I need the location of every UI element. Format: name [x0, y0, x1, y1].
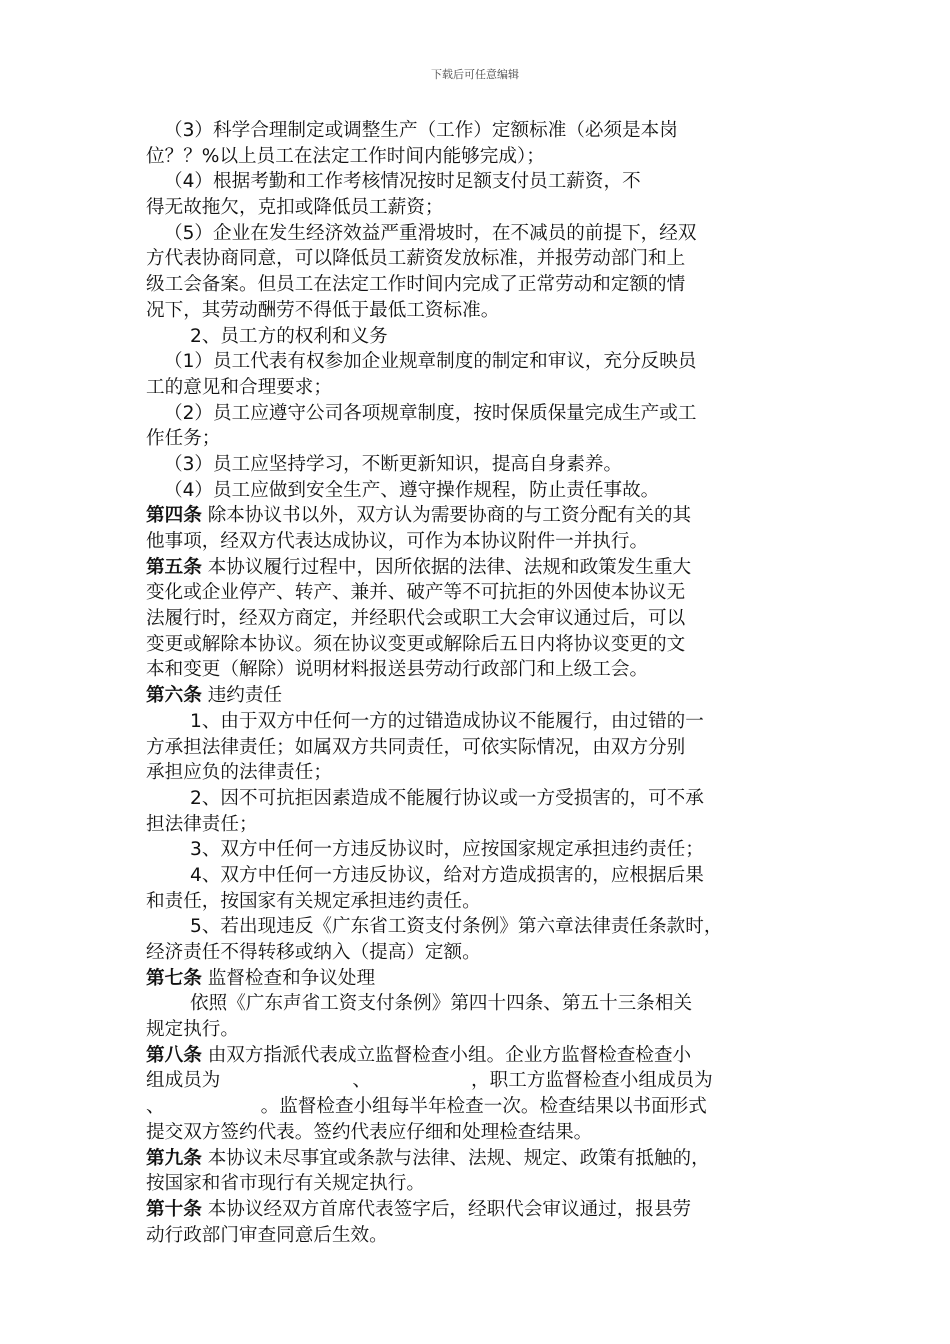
article-text: 由双方指派代表成立监督检查小组。企业方监督检查检查小: [201, 1044, 692, 1066]
paragraph-line: （5）企业在发生经济效益严重滑坡时，在不减员的前提下，经双: [164, 222, 697, 244]
paragraph-line: 本和变更（解除）说明材料报送县劳动行政部门和上级工会。: [146, 659, 649, 681]
paragraph-line: （3）科学合理制定或调整生产（工作）定额标准（必须是本岗: [164, 120, 678, 141]
paragraph-line: 规定执行。: [146, 1019, 239, 1041]
article-title: 第八条: [146, 1044, 202, 1066]
article-10-line: [146, 1197, 810, 1223]
document-body: [146, 118, 810, 1248]
paragraph-line: 方代表协商同意，可以降低员工薪资发放标准，并报劳动部门和上: [146, 248, 686, 270]
paragraph-line: 承担应负的法律责任；: [146, 762, 332, 784]
text-run: 组成员为: [146, 1070, 221, 1092]
text-run: 。监督检查小组每半年检查一次。检查结果以书面形式: [260, 1096, 707, 1118]
paragraph-line: 变更或解除本协议。须在协议变更或解除后五日内将协议变更的文: [146, 633, 686, 655]
paragraph-line: 方承担法律责任；如属双方共同责任，可依实际情况，由双方分别: [146, 736, 686, 758]
paragraph-line: 动行政部门审查同意后生效。: [146, 1224, 388, 1246]
article-9-line: [146, 1146, 810, 1172]
article-5-line: [146, 555, 810, 581]
article-title: 第五条: [146, 556, 202, 578]
paragraph-line: （4）员工应做到安全生产、遵守操作规程，防止责任事故。: [164, 479, 660, 501]
article-title: 第四条: [146, 505, 202, 527]
paragraph-line: 1、由于双方中任何一方的过错造成协议不能履行，由过错的一: [190, 710, 704, 732]
article-title: 第九条: [146, 1147, 202, 1169]
paragraph-line: 作任务；: [146, 428, 221, 450]
article-text: 除本协议书以外，双方认为需要协商的与工资分配有关的其: [201, 505, 692, 527]
article-heading: 违约责任: [201, 685, 283, 707]
paragraph-line: 按国家和省市现行有关规定执行。: [146, 1173, 425, 1195]
article-text: 本协议未尽事宜或条款与法律、法规、规定、政策有抵触的，: [201, 1147, 710, 1169]
paragraph-line: 3、双方中任何一方违反协议时，应按国家规定承担违约责任；: [190, 839, 704, 861]
paragraph-line: 工的意见和合理要求；: [146, 376, 332, 398]
paragraph-line: （2）员工应遵守公司各项规章制度，按时保质保量完成生产或工: [164, 402, 697, 424]
article-title: 第十条: [146, 1198, 202, 1220]
paragraph-line: （1）员工代表有权参加企业规章制度的制定和审议，充分反映员: [164, 351, 697, 373]
article-title: 第六条: [146, 685, 202, 707]
paragraph-line: 和责任，按国家有关规定承担违约责任。: [146, 890, 481, 912]
paragraph-line: 变化或企业停产、转产、兼并、破产等不可抗拒的外因使本协议无: [146, 582, 686, 604]
page-header: 下载后可任意编辑: [431, 68, 519, 81]
article-heading: 监督检查和争议处理: [201, 967, 376, 989]
article-title: 第七条: [146, 967, 202, 989]
paragraph-line: [146, 1068, 810, 1094]
paragraph-line: 位？？%以上员工在法定工作时间内能够完成）；: [146, 145, 545, 167]
section-heading: 2、员工方的权利和义务: [190, 325, 388, 347]
paragraph-line: 5、若出现违反《广东省工资支付条例》第六章法律责任条款时，: [190, 916, 723, 938]
paragraph-line: 2、因不可抗拒因素造成不能履行协议或一方受损害的，可不承: [190, 787, 704, 809]
text-run: 、: [352, 1070, 371, 1092]
paragraph-line: 级工会备案。但员工在法定工作时间内完成了正常劳动和定额的情: [146, 274, 686, 296]
paragraph-line: 他事项，经双方代表达成协议，可作为本协议附件一并执行。: [146, 531, 649, 552]
paragraph-line: 况下，其劳动酬劳不得低于最低工资标准。: [146, 299, 500, 321]
article-text: 本协议履行过程中，因所依据的法律、法规和政策发生重大: [201, 556, 692, 578]
article-text: 本协议经双方首席代表签字后，经职代会审议通过，报县劳: [201, 1198, 692, 1220]
paragraph-line: 依照《广东声省工资支付条例》第四十四条、第五十三条相关: [190, 993, 693, 1015]
paragraph-line: 提交双方签约代表。签约代表应仔细和处理检查结果。: [146, 1121, 593, 1143]
paragraph-line: 法履行时，经双方商定，并经职代会或职工大会审议通过后，可以: [146, 608, 686, 630]
paragraph-line: （3）员工应坚持学习，不断更新知识，提高自身素养。: [164, 453, 623, 475]
paragraph-line: 得无故拖欠，克扣或降低员工薪资；: [146, 197, 444, 219]
paragraph-line: 4、双方中任何一方违反协议，给对方造成损害的，应根据后果: [190, 864, 704, 886]
paragraph-line: （4）根据考勤和工作考核情况按时足额支付员工薪资，不: [164, 171, 641, 193]
article-6-line: [146, 683, 810, 709]
article-7-line: [146, 966, 810, 992]
paragraph-line: [146, 1094, 810, 1120]
article-8-line: [146, 1043, 810, 1069]
text-run: 、: [146, 1096, 165, 1118]
text-run: ，职工方监督检查小组成员为: [471, 1070, 713, 1092]
paragraph-line: 经济责任不得转移或纳入（提高）定额。: [146, 942, 481, 963]
article-4-line: [146, 503, 810, 529]
paragraph-line: 担法律责任；: [146, 813, 258, 835]
